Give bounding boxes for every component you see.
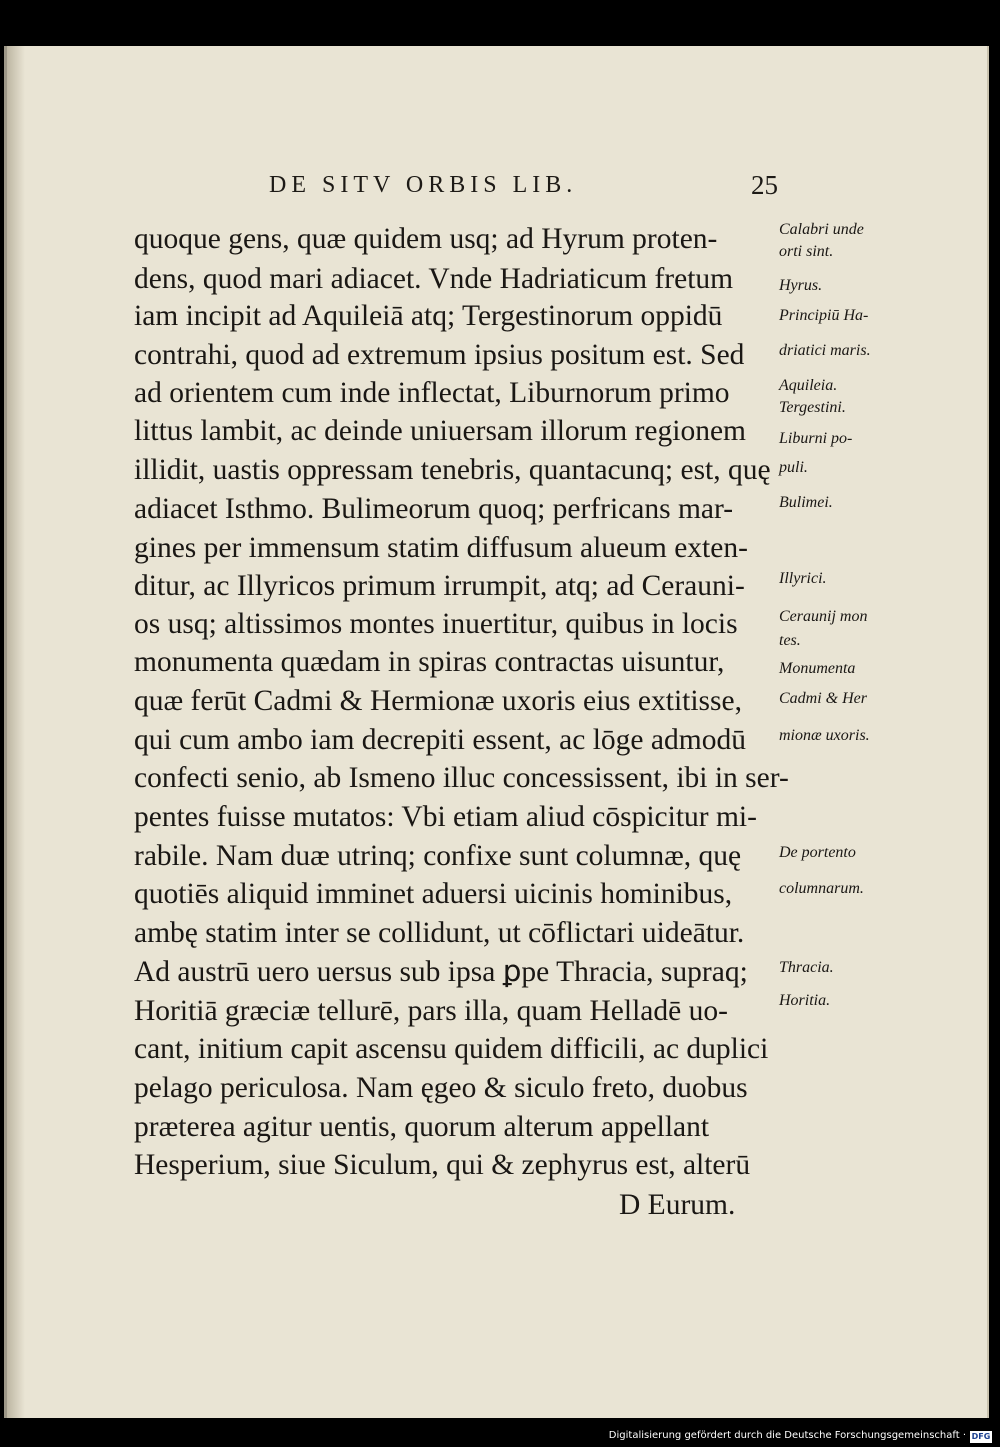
text-line: confecti senio, ab Ismeno illuc concessissent, ibi in ser- <box>134 762 789 794</box>
text-line: contrahi, quod ad extremum ipsius positum est. Sed <box>134 339 745 371</box>
margin-note: Horitia. <box>779 992 831 1009</box>
text-line: gines per immensum statim diffusum alueum exten- <box>134 532 748 564</box>
text-line: quotiēs aliquid imminet aduersi uicinis hominibus, <box>134 878 733 910</box>
text-line: cant, initium capit ascensu quidem difficili, ac duplici <box>134 1033 769 1065</box>
text-line: quæ ferūt Cadmi & Hermionæ uxoris eius extitisse, <box>134 685 742 717</box>
text-line: præterea agitur uentis, quorum alterum appellant <box>134 1111 710 1143</box>
margin-note: Cadmi & Her <box>779 690 867 707</box>
text-line: quoque gens, quæ quidem usq; ad Hyrum proten- <box>134 223 718 255</box>
catchword: D Eurum. <box>619 1189 736 1221</box>
margin-note: Hyrus. <box>779 277 823 294</box>
margin-note: driatici maris. <box>779 342 871 359</box>
text-line: Horitiā græciæ tellurē, pars illa, quam Helladē uo- <box>134 995 728 1027</box>
text-line: Hesperium, siue Siculum, qui & zephyrus est, alterū <box>134 1149 751 1181</box>
text-line: pelago periculosa. Nam ęgeo & siculo freto, duobus <box>134 1072 748 1104</box>
margin-note: Monumenta <box>779 660 856 677</box>
text-line: Ad austrū uero uersus sub ipsa ꝑpe Thracia, supraq; <box>134 956 748 988</box>
margin-note: Thracia. <box>779 959 834 976</box>
text-line: littus lambit, ac deinde uniuersam illorum regionem <box>134 415 746 447</box>
margin-note: Aquileia. <box>779 377 838 394</box>
text-line: monumenta quædam in spiras contractas uisuntur, <box>134 646 725 678</box>
margin-note: Illyrici. <box>779 570 827 587</box>
text-line: qui cum ambo iam decrepiti essent, ac lōge admodū <box>134 724 746 756</box>
margin-note: Tergestini. <box>779 399 846 416</box>
margin-note: Calabri unde <box>779 221 864 238</box>
margin-note: puli. <box>779 459 808 476</box>
dfg-logo-icon: DFG <box>971 1432 991 1441</box>
running-head: DE SITV ORBIS LIB. <box>269 172 578 198</box>
text-line: illidit, uastis oppressam tenebris, quantacunq; est, quę <box>134 454 771 486</box>
text-line: ad orientem cum inde inflectat, Liburnorum primo <box>134 377 730 409</box>
margin-note: Ceraunij mon <box>779 608 868 625</box>
text-line: pentes fuisse mutatos: Vbi etiam aliud cōspicitur mi- <box>134 801 757 833</box>
margin-note: orti sint. <box>779 243 834 260</box>
text-line: adiacet Isthmo. Bulimeorum quoq; perfricans mar- <box>134 493 734 525</box>
margin-note: De portento <box>779 844 856 861</box>
margin-note: columnarum. <box>779 880 864 897</box>
footer-bar <box>0 1428 1000 1447</box>
margin-note: mionæ uxoris. <box>779 727 870 744</box>
page-number: 25 <box>751 170 778 200</box>
book-page <box>4 46 989 1418</box>
text-line: dens, quod mari adiacet. Vnde Hadriaticum fretum <box>134 263 734 295</box>
text-line: os usq; altissimos montes inuertitur, quibus in locis <box>134 608 738 640</box>
digitization-credit: Digitalisierung gefördert durch die Deutsche Forschungsgemeinschaft · <box>608 1430 966 1441</box>
margin-note: Liburni po- <box>779 430 853 447</box>
margin-note: Principiū Ha- <box>779 307 869 324</box>
text-line: ambę statim inter se collidunt, ut cōflictari uideātur. <box>134 917 745 949</box>
text-line: ditur, ac Illyricos primum irrumpit, atq; ad Cerauni- <box>134 570 745 602</box>
text-line: iam incipit ad Aquileiā atq; Tergestinorum oppidū <box>134 300 723 332</box>
text-line: rabile. Nam duæ utrinq; confixe sunt columnæ, quę <box>134 840 742 872</box>
margin-note: tes. <box>779 632 801 649</box>
margin-note: Bulimei. <box>779 494 833 511</box>
